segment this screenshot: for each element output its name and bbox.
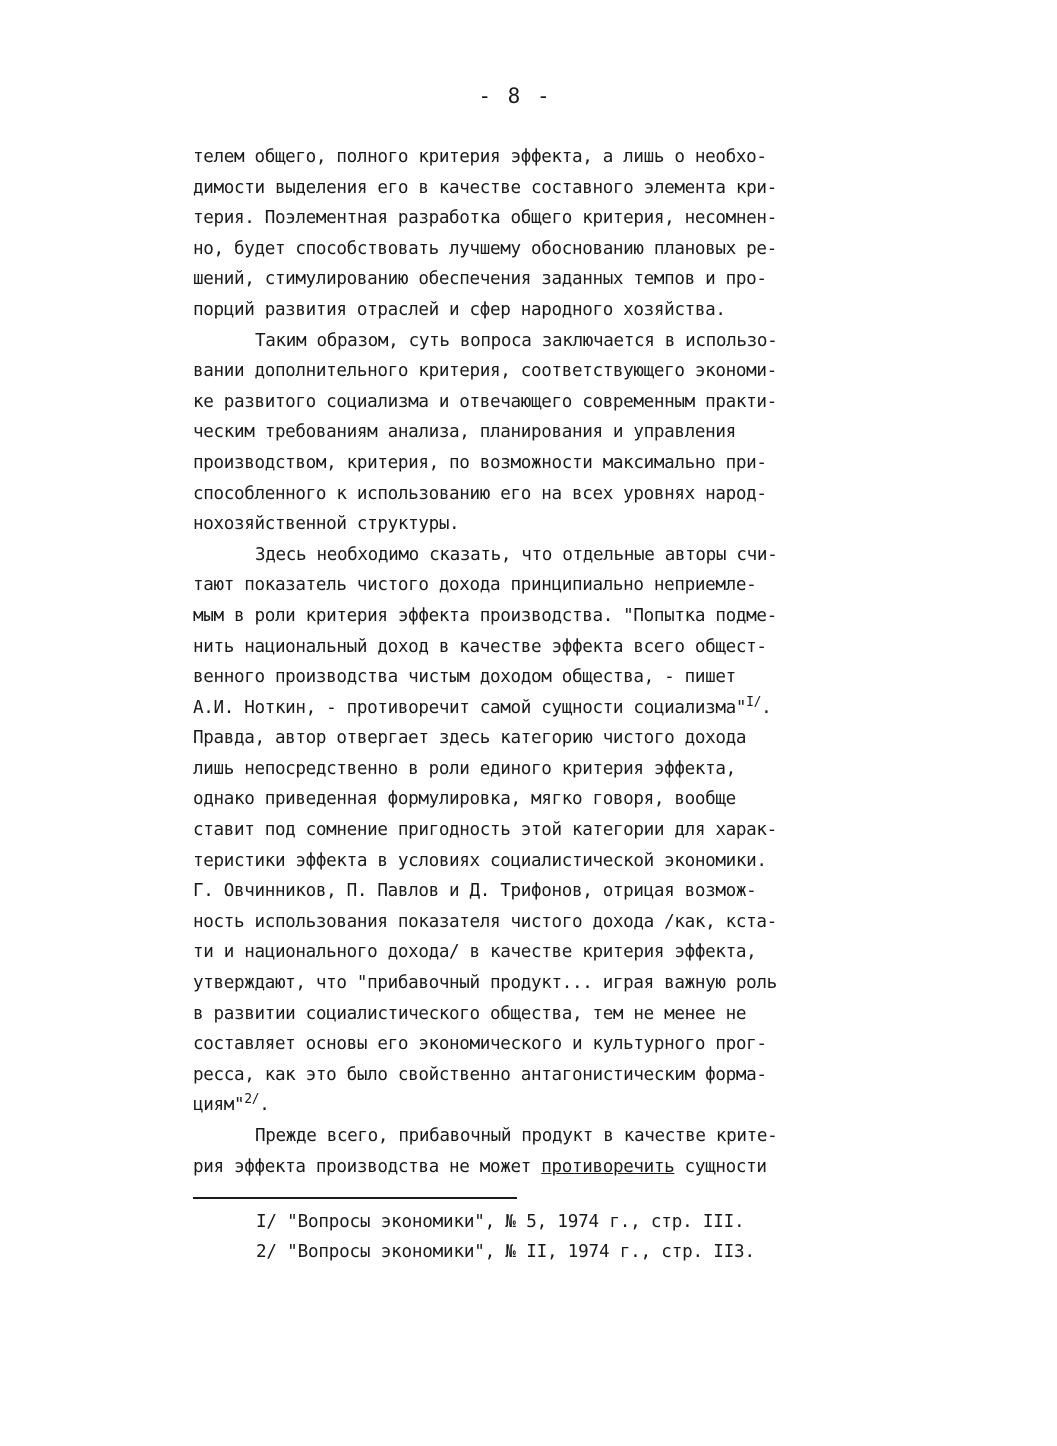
text-segment: рия эффекта производства не может bbox=[193, 1156, 542, 1177]
paragraph-4 bbox=[193, 1121, 913, 1182]
text-line: ставит под сомнение пригодность этой категории для харак- bbox=[193, 820, 777, 841]
text-line: Прежде всего, прибавочный продукт в качестве крите- bbox=[255, 1126, 778, 1146]
text-line: шений, стимулированию обеспечения заданных темпов и про- bbox=[193, 269, 767, 290]
text-line: порций развития отраслей и сфер народного хозяйства. bbox=[193, 299, 726, 320]
text-segment: А.И. Ноткин, - противоречит самой сущности социализма" bbox=[193, 697, 747, 718]
text-segment: . bbox=[761, 697, 772, 718]
text-line-with-footnote-ref bbox=[193, 693, 913, 724]
text-line: ке развитого социализма и отвечающего современным практи- bbox=[193, 391, 777, 412]
paragraph-3 bbox=[193, 540, 913, 1121]
text-line-with-underline bbox=[193, 1152, 913, 1183]
text-line: однако приведенная формулировка, мягко говоря, вообще bbox=[193, 789, 736, 810]
text-segment: . bbox=[259, 1095, 270, 1116]
text-line: способленного к использованию его на всех уровнях народ- bbox=[193, 483, 767, 504]
body-text bbox=[193, 142, 913, 1182]
footnote-2: 2/ "Вопросы экономики", № II, 1974 г., стр. II3. bbox=[256, 1242, 755, 1262]
text-line: вании дополнительного критерия, соответствующего экономи- bbox=[193, 361, 777, 382]
footnote-1: I/ "Вопросы экономики", № 5, 1974 г., стр. III. bbox=[256, 1212, 745, 1232]
footnote-separator bbox=[193, 1197, 517, 1199]
paragraph-1 bbox=[193, 142, 913, 326]
text-line: нить национальный доход в качестве эффекта всего общест- bbox=[193, 636, 767, 657]
text-line: в развитии социалистического общества, тем не менее не bbox=[193, 1003, 747, 1024]
text-segment: сущности bbox=[674, 1156, 767, 1177]
text-line: ресса, как это было свойственно антагонистическим форма- bbox=[193, 1064, 767, 1085]
page-number: - 8 - bbox=[478, 84, 552, 108]
text-line: ти и национального дохода/ в качестве критерия эффекта, bbox=[193, 942, 757, 963]
text-line: димости выделения его в качестве составного элемента кри- bbox=[193, 177, 777, 198]
footnotes bbox=[256, 1207, 896, 1267]
text-line: производством, критерия, по возможности максимально при- bbox=[193, 452, 767, 473]
footnote-ref-1: I/ bbox=[746, 694, 762, 710]
text-line: телем общего, полного критерия эффекта, а лишь о необхо- bbox=[193, 147, 767, 167]
text-line: венного производства чистым доходом общества, - пишет bbox=[193, 667, 736, 688]
text-line: тают показатель чистого дохода принципиально неприемле- bbox=[193, 575, 757, 596]
underlined-word: противоречить bbox=[541, 1156, 675, 1177]
text-line: но, будет способствовать лучшему обоснованию плановых ре- bbox=[193, 238, 777, 259]
footnote-ref-2: 2/ bbox=[244, 1092, 260, 1108]
text-line: терия. Поэлементная разработка общего критерия, несомнен- bbox=[193, 208, 777, 229]
text-line: Г. Овчинников, П. Павлов и Д. Трифонов, отрицая возмож- bbox=[193, 881, 757, 902]
text-line-with-footnote-ref bbox=[193, 1090, 913, 1121]
text-line: лишь непосредственно в роли единого критерия эффекта, bbox=[193, 758, 736, 779]
paragraph-2 bbox=[193, 326, 913, 540]
text-line: Правда, автор отвергает здесь категорию чистого дохода bbox=[193, 728, 747, 749]
text-line: теристики эффекта в условиях социалистической экономики. bbox=[193, 850, 767, 871]
text-line: составляет основы его экономического и культурного прог- bbox=[193, 1034, 767, 1055]
text-line: ность использования показателя чистого дохода /как, кста- bbox=[193, 911, 777, 932]
text-line: Здесь необходимо сказать, что отдельные авторы счи- bbox=[255, 544, 778, 565]
text-line: мым в роли критерия эффекта производства. "Попытка подме- bbox=[193, 605, 777, 626]
text-line: нохозяйственной структуры. bbox=[193, 514, 460, 535]
text-line: ческим требованиям анализа, планирования и управления bbox=[193, 422, 736, 443]
text-segment: циям" bbox=[193, 1095, 245, 1116]
text-line: Таким образом, суть вопроса заключается в использо- bbox=[255, 330, 778, 351]
text-line: утверждают, что "прибавочный продукт... играя важную роль bbox=[193, 973, 777, 994]
